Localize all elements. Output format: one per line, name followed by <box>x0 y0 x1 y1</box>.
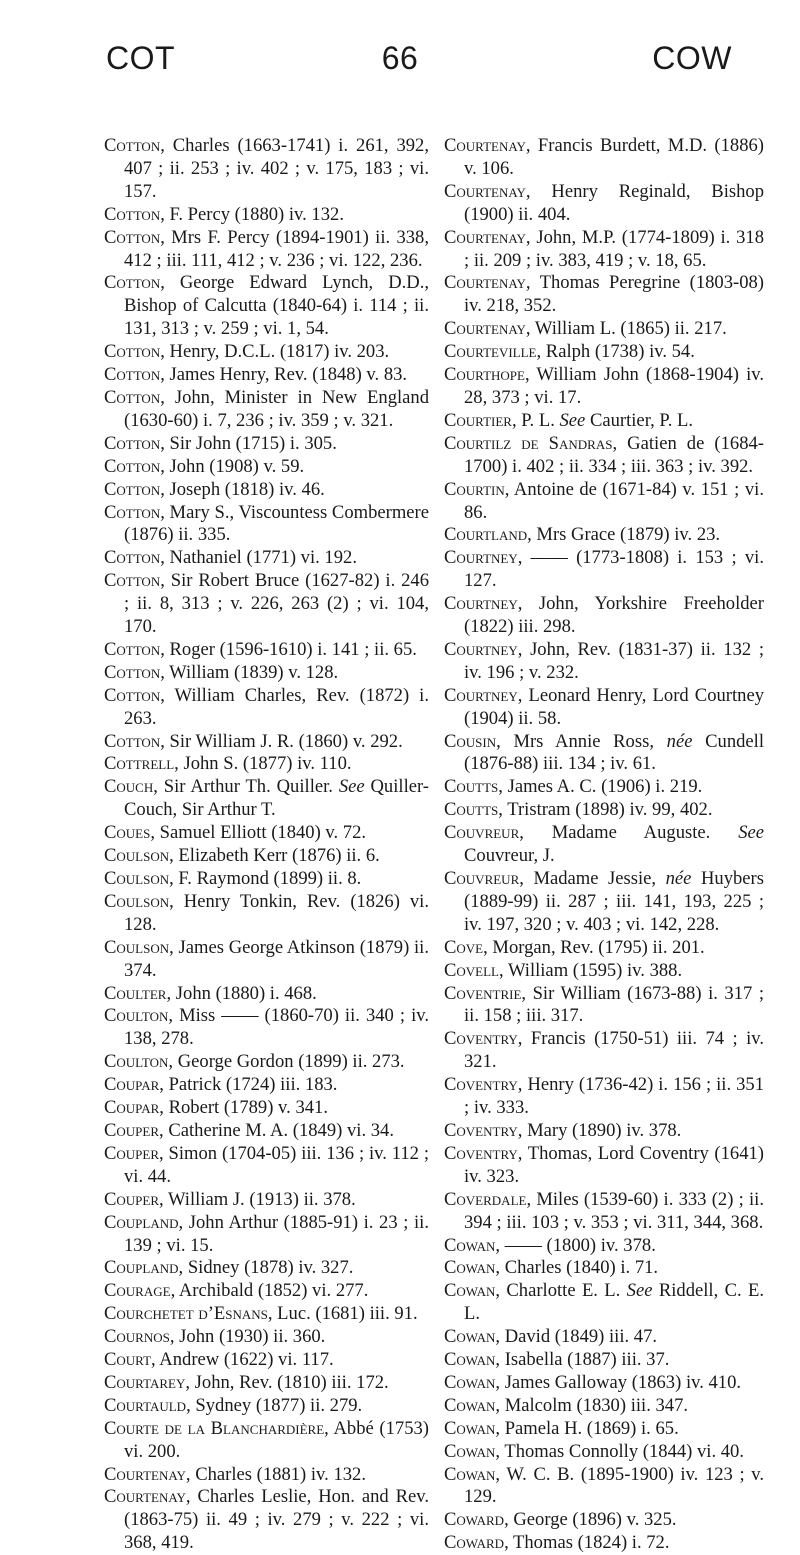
index-entry <box>104 272 429 341</box>
entry-name: Courtney, <box>444 638 523 660</box>
index-entry <box>104 1349 429 1372</box>
index-entry <box>104 479 429 502</box>
entry-name: Cowan, <box>444 1440 501 1462</box>
index-entry <box>444 960 764 983</box>
nee-marker: née <box>666 730 693 752</box>
entry-text: John (1908) v. 59. <box>164 455 305 477</box>
entry-text: John S. (1877) iv. 110. <box>178 753 352 775</box>
entry-name: Cotton, <box>104 547 165 569</box>
index-entry <box>444 1418 764 1441</box>
entry-text: F. Raymond (1899) ii. 8. <box>173 868 362 889</box>
index-entry <box>104 341 429 364</box>
index-entry <box>444 731 764 777</box>
entry-text: Sir William (1673-88) i. 317 ; ii. 158 ; iii. 317. <box>464 982 764 1027</box>
entry-text: George Edward Lynch, D.D., Bishop of Calcutta (1840-64) i. 114 ; ii. 131, 313 ; v. 259 ; vi. 1, 54. <box>124 272 429 340</box>
index-entry <box>104 753 429 776</box>
entry-text: Pamela H. (1869) i. 65. <box>500 1417 679 1439</box>
entry-name: Courteville, <box>444 341 542 363</box>
entry-text: Mary S., Viscountess Combermere (1876) ii. 335. <box>124 501 429 546</box>
entry-text: Antoine de (1671-84) v. 151 ; vi. 86. <box>464 478 764 523</box>
index-entry <box>104 1372 429 1395</box>
index-entry <box>104 1120 429 1143</box>
index-entry <box>104 135 429 204</box>
index-entry <box>444 799 764 822</box>
entry-text: William J. (1913) ii. 378. <box>163 1188 356 1210</box>
entry-text: Patrick (1724) iii. 183. <box>163 1074 338 1096</box>
entry-name: Cowan, <box>444 1394 501 1416</box>
entry-text: Henry (1736-42) i. 156 ; ii. 351 ; iv. 333. <box>464 1074 764 1119</box>
entry-text: —— (1773-1808) i. 153 ; vi. 127. <box>464 547 764 592</box>
entry-text: Tristram (1898) iv. 99, 402. <box>502 799 713 821</box>
index-entry <box>444 1028 764 1074</box>
entry-name: Cowan, <box>444 1463 501 1485</box>
entry-text: James Galloway (1863) iv. 410. <box>500 1371 742 1393</box>
index-entry <box>444 983 764 1029</box>
entry-name: Courtney, <box>444 684 523 706</box>
entry-text: Luc. (1681) iii. 91. <box>272 1303 418 1325</box>
entry-name: Courtney, <box>444 593 523 615</box>
index-entry <box>104 1326 429 1349</box>
see-reference: See <box>738 822 764 844</box>
index-entry <box>444 1509 764 1532</box>
index-entry <box>444 1349 764 1372</box>
entry-name: Courtauld, <box>104 1394 191 1416</box>
entry-text: John, Rev. (1831-37) ii. 132 ; iv. 196 ; v. 232. <box>464 638 764 683</box>
entry-name: Coues, <box>104 822 155 844</box>
entry-text: Thomas Peregrine (1803-08) iv. 218, 352. <box>464 272 764 317</box>
entry-text: Roger (1596-1610) i. 141 ; ii. 65. <box>164 638 417 660</box>
index-entry <box>104 937 429 983</box>
entry-name: Coutts, <box>444 799 503 821</box>
entry-text: Miles (1539-60) i. 333 (2) ; ii. 394 ; iii. 103 ; v. 353 ; vi. 311, 344, 368. <box>464 1188 764 1233</box>
index-entry <box>444 1464 764 1510</box>
entry-name: Courtland, <box>444 524 532 546</box>
index-entry <box>104 547 429 570</box>
index-entry <box>104 776 429 822</box>
entry-name: Cotton, <box>104 730 165 752</box>
index-entry <box>444 1189 764 1235</box>
entry-name: Coupland, <box>104 1257 184 1279</box>
entry-name: Cotton, <box>104 226 165 248</box>
index-entry <box>444 135 764 181</box>
index-entry <box>104 456 429 479</box>
entry-name: Covell, <box>444 959 504 981</box>
index-entry <box>104 502 429 548</box>
index-entry <box>444 272 764 318</box>
entry-name: Courtenay, <box>444 135 531 156</box>
index-entry <box>104 570 429 639</box>
entry-name: Cowan, <box>444 1349 501 1371</box>
index-entry <box>104 227 429 273</box>
entry-name: Cowan, <box>444 1417 501 1439</box>
entry-name: Coulson, <box>104 845 174 867</box>
entry-name: Court, <box>104 1349 156 1371</box>
entry-text: John, Minister in New England (1630-60) i. 7, 236 ; iv. 359 ; v. 321. <box>124 386 429 431</box>
index-entry <box>444 937 764 960</box>
index-entry <box>104 685 429 731</box>
entry-name: Cowan, <box>444 1371 501 1393</box>
entry-text: Mrs Annie Ross, <box>500 730 667 752</box>
entry-text: Nathaniel (1771) vi. 192. <box>164 547 357 569</box>
running-head <box>0 40 800 80</box>
entry-text: Charles (1840) i. 71. <box>500 1257 659 1279</box>
entry-name: Courtier, <box>444 409 517 431</box>
entry-text: John Arthur (1885-91) i. 23 ; ii. 139 ; vi. 15. <box>124 1211 429 1256</box>
entry-text: John (1930) ii. 360. <box>174 1326 326 1348</box>
entry-name: Coventry, <box>444 1074 523 1096</box>
index-entry <box>104 387 429 433</box>
index-entry <box>104 662 429 685</box>
entry-name: Cotton, <box>104 341 165 363</box>
index-entry <box>104 822 429 845</box>
entry-text: Madame Jessie, <box>523 868 666 889</box>
entry-name: Courtenay, <box>444 272 531 294</box>
index-entry <box>444 1326 764 1349</box>
index-entry <box>104 204 429 227</box>
entry-name: Coutts, <box>444 776 503 798</box>
entry-text-continued: Cundell (1876-88) iii. 134 ; iv. 61. <box>464 730 764 775</box>
entry-text: Simon (1704-05) iii. 136 ; iv. 112 ; vi. 44. <box>124 1142 429 1187</box>
entry-text-continued: Huybers (1889-99) ii. 287 ; iii. 141, 193, 225 ; iv. 197, 320 ; v. 403 ; vi. 142, 228. <box>464 868 764 935</box>
index-entry <box>104 1257 429 1280</box>
index-entry <box>444 1441 764 1464</box>
entry-text: Gatien de (1684-1700) i. 402 ; ii. 334 ; iii. 363 ; iv. 392. <box>464 432 764 477</box>
entry-text: John, Rev. (1810) iii. 172. <box>190 1371 389 1393</box>
index-entry <box>104 868 429 891</box>
entry-name: Coward, <box>444 1509 509 1531</box>
entry-text: Charles (1663-1741) i. 261, 392, 407 ; ii. 253 ; iv. 402 ; v. 175, 183 ; vi. 157. <box>124 135 429 202</box>
entry-text: —— (1800) iv. 378. <box>500 1234 656 1256</box>
index-entry <box>444 1074 764 1120</box>
entry-name: Coward, <box>444 1532 509 1554</box>
entry-text: Henry, D.C.L. (1817) iv. 203. <box>164 341 390 363</box>
entry-name: Coulton, <box>104 1005 174 1027</box>
entry-name: Cowan, <box>444 1280 501 1302</box>
entry-text: F. Percy (1880) iv. 132. <box>164 203 344 225</box>
entry-text: David (1849) iii. 47. <box>500 1326 658 1348</box>
entry-text: Robert (1789) v. 341. <box>163 1097 328 1119</box>
entry-name: Couper, <box>104 1188 164 1210</box>
entry-name: Courtenay, <box>444 226 531 248</box>
index-entry <box>444 547 764 593</box>
index-entry <box>104 983 429 1006</box>
entry-text: Francis Burdett, M.D. (1886) v. 106. <box>464 135 764 179</box>
entry-name: Cowan, <box>444 1257 501 1279</box>
entry-name: Courage, <box>104 1280 176 1302</box>
entry-text: Malcolm (1830) iii. 347. <box>500 1394 689 1416</box>
index-column-left <box>104 135 429 1555</box>
index-entry <box>104 639 429 662</box>
index-entry <box>444 1372 764 1395</box>
index-entry <box>104 1418 429 1464</box>
entry-text: Morgan, Rev. (1795) ii. 201. <box>487 936 705 958</box>
entry-name: Coulton, <box>104 1051 174 1073</box>
index-entry <box>104 1189 429 1212</box>
entry-text: Mrs F. Percy (1894-1901) ii. 338, 412 ; iii. 111, 412 ; v. 236 ; vi. 122, 236. <box>124 226 429 271</box>
entry-text: Sir John (1715) i. 305. <box>164 432 337 454</box>
entry-text: Joseph (1818) iv. 46. <box>164 478 325 500</box>
entry-name: Coupar, <box>104 1097 164 1119</box>
index-entry <box>104 1395 429 1418</box>
entry-name: Cousin, <box>444 730 501 752</box>
entry-name: Cotton, <box>104 386 165 408</box>
entry-text: W. C. B. (1895-1900) iv. 123 ; v. 129. <box>464 1463 764 1508</box>
entry-text: John (1880) i. 468. <box>171 982 317 1004</box>
entry-text: Miss —— (1860-70) ii. 340 ; iv. 138, 278. <box>124 1005 429 1050</box>
index-entry <box>444 341 764 364</box>
entry-name: Courtin, <box>444 478 510 500</box>
entry-name: Coulson, <box>104 868 174 889</box>
index-entry <box>444 639 764 685</box>
index-entry <box>444 593 764 639</box>
entry-text: George (1896) v. 325. <box>508 1509 677 1531</box>
running-head-right: COW <box>652 40 732 76</box>
index-entry <box>444 685 764 731</box>
entry-text: Henry Tonkin, Rev. (1826) vi. 128. <box>124 890 429 935</box>
index-entry <box>104 891 429 937</box>
entry-text: Catherine M. A. (1849) vi. 34. <box>163 1119 394 1141</box>
index-entry <box>104 731 429 754</box>
entry-text: William (1839) v. 128. <box>164 661 339 683</box>
entry-text: Abbé (1753) vi. 200. <box>124 1417 429 1462</box>
entry-text: Archibald (1852) vi. 277. <box>175 1280 369 1302</box>
entry-text: John, M.P. (1774-1809) i. 318 ; ii. 209 ; iv. 383, 419 ; v. 18, 65. <box>464 226 764 271</box>
index-entry <box>104 1051 429 1074</box>
index-entry <box>444 1395 764 1418</box>
entry-name: Cotton, <box>104 364 165 386</box>
entry-text: Thomas, Lord Coventry (1641) iv. 323. <box>464 1142 764 1187</box>
entry-name: Coventry, <box>444 1142 523 1164</box>
entry-text: Mary (1890) iv. 378. <box>522 1119 682 1141</box>
entry-text: Mrs Grace (1879) iv. 23. <box>531 524 721 546</box>
index-entry <box>444 1257 764 1280</box>
entry-text: Madame Auguste. <box>523 822 739 844</box>
entry-name: Cottrell, <box>104 753 179 775</box>
entry-text: Sydney (1877) ii. 279. <box>190 1394 363 1416</box>
index-entry <box>444 410 764 433</box>
see-reference: See <box>559 409 586 431</box>
entry-name: Couvreur, <box>444 822 524 844</box>
entry-text: Isabella (1887) iii. 37. <box>500 1349 670 1371</box>
page-number: 66 <box>381 40 419 76</box>
entry-text-continued: Riddell, C. E. L. <box>464 1280 764 1325</box>
index-entry <box>104 1486 429 1555</box>
entry-name: Courtney, <box>444 547 523 569</box>
entry-text-continued: Quiller-Couch, Sir Arthur T. <box>124 776 429 821</box>
entry-name: Courtarey, <box>104 1371 191 1393</box>
index-entry <box>104 1303 429 1326</box>
entry-name: Coventrie, <box>444 982 527 1004</box>
index-column-right <box>444 135 764 1555</box>
entry-name: Cove, <box>444 936 488 958</box>
index-entry <box>444 868 764 937</box>
entry-name: Couper, <box>104 1119 164 1141</box>
see-reference: See <box>338 776 365 798</box>
index-entry <box>104 364 429 387</box>
entry-name: Cournos, <box>104 1326 175 1348</box>
entry-name: Courthope, <box>444 364 530 386</box>
entry-text: John, Yorkshire Freeholder (1822) iii. 298. <box>464 593 764 638</box>
entry-text: Thomas Connolly (1844) vi. 40. <box>500 1440 744 1462</box>
entry-text: Leonard Henry, Lord Courtney (1904) ii. 58. <box>464 684 764 729</box>
entry-text: Charles Leslie, Hon. and Rev. (1863-75) ii. 49 ; iv. 279 ; v. 222 ; vi. 368, 419. <box>124 1486 429 1554</box>
index-entry <box>444 364 764 410</box>
entry-text: Sir William J. R. (1860) v. 292. <box>164 730 403 752</box>
entry-text: Thomas (1824) i. 72. <box>508 1532 670 1554</box>
entry-text: Henry Reginald, Bishop (1900) ii. 404. <box>464 180 764 225</box>
entry-text: Francis (1750-51) iii. 74 ; iv. 321. <box>464 1028 764 1073</box>
index-entry <box>104 845 429 868</box>
entry-name: Courtenay, <box>104 1463 191 1485</box>
entry-name: Coventry, <box>444 1028 523 1050</box>
entry-name: Courtilz de Sandras, <box>444 432 618 454</box>
index-entry <box>444 227 764 273</box>
index-entry <box>444 1235 764 1258</box>
entry-name: Cotton, <box>104 135 165 156</box>
index-entry <box>444 1532 764 1555</box>
index-entry <box>444 776 764 799</box>
entry-name: Coupar, <box>104 1074 164 1096</box>
entry-text: William L. (1865) ii. 217. <box>530 318 727 340</box>
entry-name: Coventry, <box>444 1119 523 1141</box>
entry-name: Couch, <box>104 776 158 798</box>
entry-name: Cotton, <box>104 661 165 683</box>
entry-name: Coulson, <box>104 936 174 958</box>
entry-name: Couvreur, <box>444 868 524 889</box>
index-entry <box>444 1143 764 1189</box>
entry-name: Cotton, <box>104 684 165 706</box>
entry-name: Cotton, <box>104 432 165 454</box>
index-entry <box>444 479 764 525</box>
index-entry <box>104 1005 429 1051</box>
entry-name: Courtenay, <box>444 180 531 202</box>
entry-text: Charles (1881) iv. 132. <box>190 1463 366 1485</box>
entry-text: Charlotte E. L. <box>500 1280 627 1302</box>
entry-text: William (1595) iv. 388. <box>503 959 683 981</box>
index-entry <box>444 433 764 479</box>
entry-text: William John (1868-1904) iv. 28, 373 ; vi. 17. <box>464 364 764 408</box>
running-head-left: COT <box>106 40 176 76</box>
see-reference: See <box>626 1280 653 1302</box>
entry-name: Courtenay, <box>104 1486 191 1508</box>
entry-text: Sir Robert Bruce (1627-82) i. 246 ; ii. 8, 313 ; v. 226, 263 (2) ; vi. 104, 170. <box>124 570 429 638</box>
index-entry <box>444 524 764 547</box>
entry-text: P. L. <box>516 409 560 431</box>
index-entry <box>104 1143 429 1189</box>
entry-text: James George Atkinson (1879) ii. 374. <box>124 936 429 981</box>
entry-name: Cotton, <box>104 478 165 500</box>
index-entry <box>104 433 429 456</box>
index-entry <box>104 1280 429 1303</box>
entry-text-continued: Couvreur, J. <box>464 845 555 867</box>
entry-text: Elizabeth Kerr (1876) ii. 6. <box>173 845 380 867</box>
entry-text: George Gordon (1899) ii. 273. <box>173 1051 405 1073</box>
index-entry <box>444 1280 764 1326</box>
index-entry <box>444 318 764 341</box>
entry-name: Cotton, <box>104 455 165 477</box>
entry-name: Cowan, <box>444 1326 501 1348</box>
entry-text: Ralph (1738) iv. 54. <box>541 341 695 363</box>
entry-text: William Charles, Rev. (1872) i. 263. <box>124 684 429 729</box>
entry-name: Coupland, <box>104 1211 184 1233</box>
index-entry <box>444 181 764 227</box>
entry-name: Coulson, <box>104 890 174 912</box>
entry-name: Cotton, <box>104 570 165 592</box>
entry-name: Courtenay, <box>444 318 531 340</box>
entry-name: Couper, <box>104 1142 164 1164</box>
entry-text: James A. C. (1906) i. 219. <box>502 776 703 798</box>
entry-name: Courte de la Blanchardière, <box>104 1417 329 1439</box>
entry-text: Sidney (1878) iv. 327. <box>183 1257 354 1279</box>
entry-name: Cotton, <box>104 272 165 294</box>
entry-text: Samuel Elliott (1840) v. 72. <box>155 822 367 844</box>
entry-text-continued: Caurtier, P. L. <box>585 409 694 431</box>
entry-name: Coulter, <box>104 982 172 1004</box>
nee-marker: née <box>665 868 692 889</box>
index-entry <box>104 1074 429 1097</box>
entry-name: Coverdale, <box>444 1188 532 1210</box>
index-entry <box>104 1464 429 1487</box>
entry-name: Cotton, <box>104 638 165 660</box>
entry-name: Courchetet d’Esnans, <box>104 1303 273 1325</box>
entry-name: Cowan, <box>444 1234 501 1256</box>
entry-name: Cotton, <box>104 203 165 225</box>
entry-text: Sir Arthur Th. Quiller. <box>157 776 339 798</box>
entry-text: James Henry, Rev. (1848) v. 83. <box>164 364 408 386</box>
index-entry <box>104 1212 429 1258</box>
index-entry <box>104 1097 429 1120</box>
index-entry <box>444 822 764 868</box>
entry-text: Andrew (1622) vi. 117. <box>155 1349 334 1371</box>
entry-name: Cotton, <box>104 501 165 523</box>
index-entry <box>444 1120 764 1143</box>
